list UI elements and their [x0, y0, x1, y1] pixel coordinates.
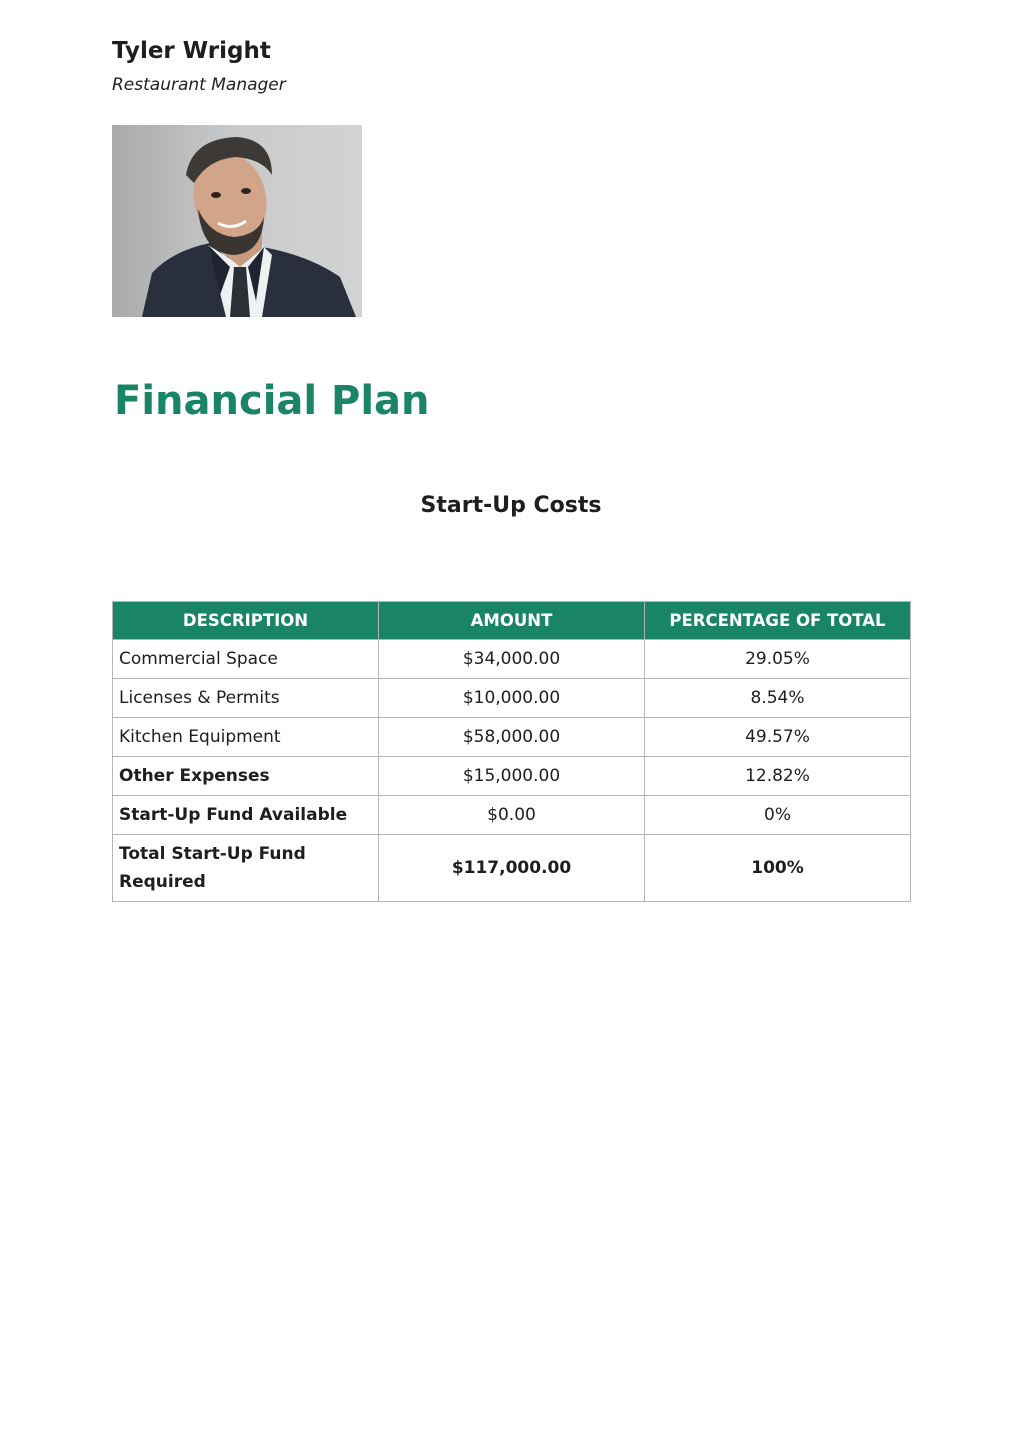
row-description: Other Expenses — [113, 757, 379, 796]
row-percentage: 29.05% — [645, 640, 911, 679]
row-amount: $10,000.00 — [379, 679, 645, 718]
row-amount: $58,000.00 — [379, 718, 645, 757]
row-description: Total Start-Up Fund Required — [113, 835, 379, 902]
row-amount: $15,000.00 — [379, 757, 645, 796]
row-percentage: 100% — [645, 835, 911, 902]
row-amount: $0.00 — [379, 796, 645, 835]
row-percentage: 12.82% — [645, 757, 911, 796]
table-total-row — [113, 835, 911, 902]
row-description: Commercial Space — [113, 640, 379, 679]
header-amount: AMOUNT — [379, 602, 645, 640]
section-title: Financial Plan — [114, 378, 430, 424]
row-description: Start-Up Fund Available — [113, 796, 379, 835]
startup-costs-table — [112, 601, 911, 902]
table-row — [113, 718, 911, 757]
row-percentage: 8.54% — [645, 679, 911, 718]
row-amount: $117,000.00 — [379, 835, 645, 902]
table-row — [113, 757, 911, 796]
header-percentage: PERCENTAGE OF TOTAL — [645, 602, 911, 640]
table-row — [113, 679, 911, 718]
row-percentage: 49.57% — [645, 718, 911, 757]
portrait-illustration — [112, 125, 362, 317]
table-row — [113, 640, 911, 679]
table-header-row — [113, 602, 911, 640]
row-description: Kitchen Equipment — [113, 718, 379, 757]
row-description: Licenses & Permits — [113, 679, 379, 718]
table-title: Start-Up Costs — [420, 493, 602, 518]
table-row — [113, 796, 911, 835]
header-description: DESCRIPTION — [113, 602, 379, 640]
row-percentage: 0% — [645, 796, 911, 835]
row-amount: $34,000.00 — [379, 640, 645, 679]
author-photo — [112, 125, 362, 317]
author-role: Restaurant Manager — [112, 75, 286, 95]
author-name: Tyler Wright — [112, 38, 271, 64]
